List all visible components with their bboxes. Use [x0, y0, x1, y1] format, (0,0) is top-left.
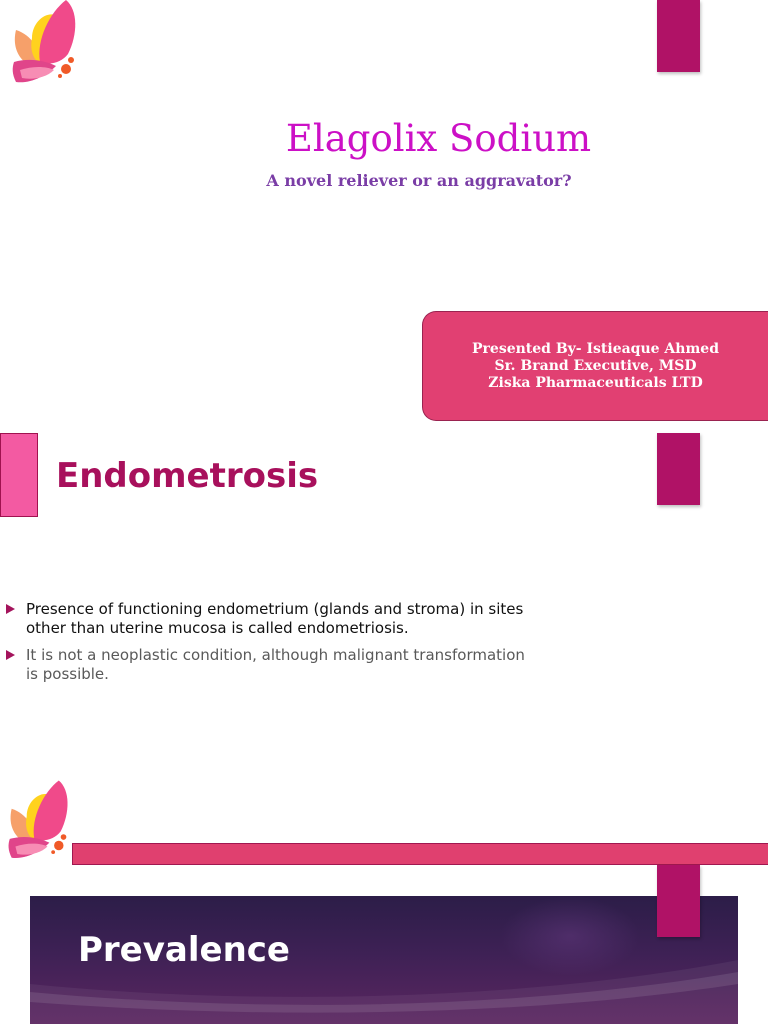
bullet-list: [6, 600, 536, 692]
presenter-role: Sr. Brand Executive, MSD: [494, 357, 697, 374]
prevalence-title-panel: [30, 896, 738, 1024]
accent-bar: [657, 0, 700, 72]
presentation-subtitle: A novel reliever or an aggravator?: [266, 171, 572, 190]
presenter-name: Presented By- Istieaque Ahmed: [472, 340, 719, 357]
section-title-prevalence: Prevalence: [78, 930, 290, 970]
presenter-company: Ziska Pharmaceuticals LTD: [488, 374, 703, 391]
section-tab: [0, 433, 38, 517]
section-title-endometrosis: Endometrosis: [56, 456, 319, 496]
divider-bar: [72, 843, 768, 865]
lotus-flower-icon: [10, 0, 80, 86]
list-item: [6, 646, 536, 684]
lotus-flower-icon: [6, 777, 72, 865]
bullet-text: It is not a neoplastic condition, although malignant transformation is possible.: [26, 646, 525, 683]
presenter-info-box: [422, 311, 768, 421]
triangle-bullet-icon: [6, 604, 15, 614]
accent-bar: [657, 865, 700, 937]
presentation-title: Elagolix Sodium: [285, 117, 592, 160]
list-item: [6, 600, 536, 638]
slide-1: [0, 0, 768, 425]
triangle-bullet-icon: [6, 650, 15, 660]
accent-bar: [657, 433, 700, 505]
bullet-text: Presence of functioning endometrium (glands and stroma) in sites other than uterine mucosa is called endometriosis.: [26, 600, 524, 637]
